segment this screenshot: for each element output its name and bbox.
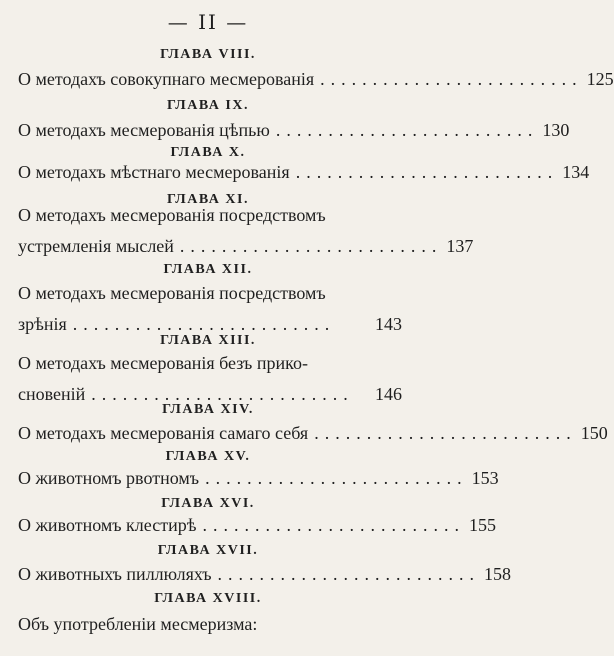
chapter-heading: ГЛАВА XII.	[163, 262, 253, 277]
toc-entry	[18, 609, 402, 640]
toc-entry	[18, 463, 499, 494]
toc-line	[18, 609, 402, 640]
leader-dots: .........................	[320, 69, 583, 89]
toc-entry	[18, 418, 608, 449]
leader-dots: .........................	[72, 314, 336, 334]
page-ref: 137	[446, 236, 474, 256]
toc-line	[18, 115, 570, 146]
page-ref: 158	[484, 564, 512, 584]
toc-text: Объ употребленіи месмеризма:	[18, 614, 258, 634]
toc-line	[18, 559, 512, 590]
toc-text: О методахъ мѣстнаго месмерованія	[18, 162, 290, 182]
chapter-heading: ГЛАВА XIV.	[162, 402, 254, 417]
toc-text: О методахъ совокупнаго месмерованія	[18, 69, 315, 89]
toc-text: О методахъ месмерованія посредствомъ	[18, 283, 326, 303]
toc-text: О методахъ месмерованія посредствомъ	[18, 205, 326, 225]
toc-text: О животныхъ пиллюляхъ	[18, 564, 212, 584]
chapter-heading: ГЛАВА IX.	[167, 98, 249, 113]
chapter-heading: ГЛАВА VIII.	[160, 47, 256, 62]
toc-text: сновеній	[18, 384, 86, 404]
toc-line	[18, 418, 608, 449]
toc-entry	[18, 115, 570, 146]
chapter-heading: ГЛАВА XIII.	[160, 333, 256, 348]
page-ref: 146	[375, 384, 402, 404]
page-ref: 143	[375, 314, 402, 334]
toc-entry	[18, 559, 512, 590]
toc-text: О методахъ месмерованія самаго себя	[18, 423, 309, 443]
toc-line	[18, 510, 496, 541]
toc-line	[18, 278, 402, 309]
toc-text: О методахъ месмерованія цѣпью	[18, 120, 270, 140]
toc-text: устремленія мыслей	[18, 236, 174, 256]
page-ref: 130	[542, 120, 570, 140]
chapter-heading: ГЛАВА XV.	[165, 449, 251, 464]
page-ref: 125	[586, 69, 614, 89]
toc-entry	[18, 64, 614, 95]
leader-dots: .........................	[295, 162, 559, 182]
page-ref: 153	[471, 468, 499, 488]
toc-line	[18, 463, 499, 494]
toc-text: О методахъ месмерованія безъ прико-	[18, 353, 308, 373]
toc-text: О животномъ рвотномъ	[18, 468, 200, 488]
toc-line	[18, 64, 614, 95]
chapter-heading: ГЛАВА XI.	[167, 192, 249, 207]
toc-line	[18, 231, 474, 262]
toc-line	[18, 348, 402, 379]
page-ref: 155	[469, 515, 496, 535]
leader-dots: .........................	[275, 120, 539, 140]
toc-entry	[18, 348, 402, 410]
chapter-heading: ГЛАВА XVII.	[157, 543, 259, 558]
leader-dots: .........................	[202, 515, 465, 535]
toc-entry	[18, 200, 474, 262]
leader-dots: .........................	[91, 384, 354, 404]
toc-line	[18, 200, 402, 231]
chapter-heading: ГЛАВА XVI.	[161, 496, 255, 511]
page-ref: 134	[562, 162, 590, 182]
leader-dots: .........................	[314, 423, 577, 443]
leader-dots: .........................	[205, 468, 468, 488]
chapter-heading: ГЛАВА XVIII.	[154, 591, 262, 606]
leader-dots: .........................	[217, 564, 481, 584]
toc-line	[18, 157, 590, 188]
page-number: — II —	[167, 10, 249, 34]
leader-dots: .........................	[179, 236, 443, 256]
toc-text: О животномъ клестирѣ	[18, 515, 197, 535]
chapter-heading: ГЛАВА X.	[170, 145, 246, 160]
page-ref: 150	[580, 423, 608, 443]
toc-entry	[18, 510, 496, 541]
toc-entry	[18, 278, 402, 340]
toc-entry	[18, 157, 590, 188]
toc-text: зрѣнія	[18, 314, 67, 334]
